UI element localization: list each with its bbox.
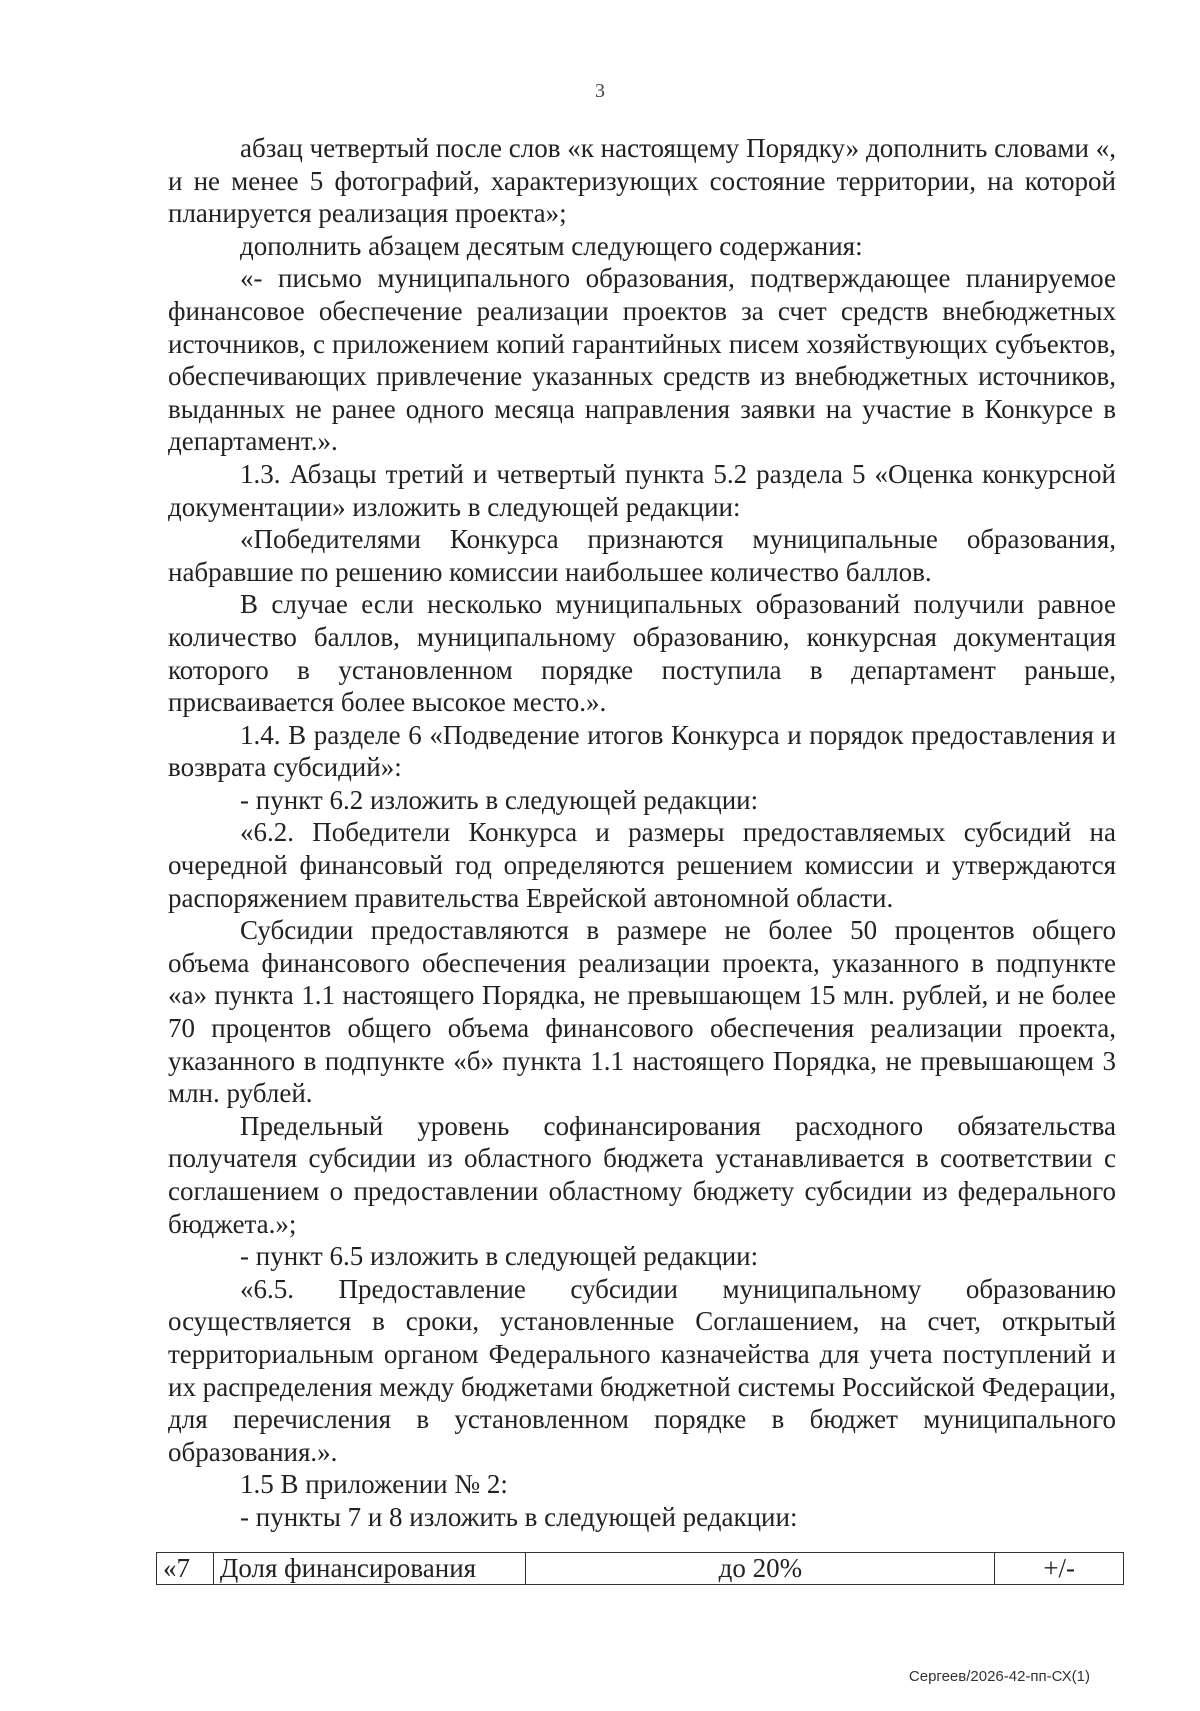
paragraph: «Победителями Конкурса признаются муниципальные образования, набравшие по решению комиссии наибольшее количество баллов. <box>168 524 1116 587</box>
paragraph: Предельный уровень софинансирования расходного обязательства получателя субсидии из областного бюджета устанавливается в соответствии с соглашением о предоставлении областному бюджету субсидии из федерального бюджета.»; <box>168 1110 1116 1239</box>
paragraph: дополнить абзацем десятым следующего содержания: <box>240 230 863 261</box>
paragraph: Субсидии предоставляются в размере не более 50 процентов общего объема финансового обеспечения реализации проекта, указанного в подпункте «а» пункта 1.1 настоящего Порядка, не превышающем 15 млн. рублей, и не более 70 процентов общего объема финансового обеспечения реализации проекта, указанного в подпункте «б» пункта 1.1 настоящего Порядка, не превышающем 3 млн. рублей. <box>168 915 1116 1109</box>
criterion-sign-cell: +/- <box>995 1553 1124 1585</box>
criterion-name-cell: Доля финансирования <box>213 1553 525 1585</box>
table-row <box>157 1553 1124 1585</box>
paragraph: абзац четвертый после слов «к настоящему Порядку» дополнить словами «, и не менее 5 фотографий, характеризующих состояние территории, на которой планируется реализация проекта»; <box>168 133 1116 229</box>
paragraph: 1.4. В разделе 6 «Подведение итогов Конкурса и порядок предоставления и возврата субсидий»: <box>168 719 1116 783</box>
criteria-table <box>156 1552 1124 1585</box>
paragraph: - пункт 6.5 изложить в следующей редакции: <box>240 1241 759 1272</box>
paragraph: 1.3. Абзацы третий и четвертый пункта 5.2 раздела 5 «Оценка конкурсной документации» изложить в следующей редакции: <box>168 458 1116 522</box>
paragraph: 1.5 В приложении № 2: <box>240 1469 508 1500</box>
document-code: Сергеев/2026-42-пп-СХ(1) <box>908 1668 1090 1685</box>
page-number: 3 <box>595 80 605 102</box>
paragraph: «6.2. Победители Конкурса и размеры предоставляемых субсидий на очередной финансовый год определяются решением комиссии и утверждаются распоряжением правительства Еврейской автономной области. <box>168 817 1116 913</box>
paragraph: - пункты 7 и 8 изложить в следующей редакции: <box>240 1501 798 1532</box>
paragraph: - пункт 6.2 изложить в следующей редакции: <box>240 784 759 815</box>
criterion-value-cell: до 20% <box>526 1553 995 1585</box>
paragraph: В случае если несколько муниципальных образований получили равное количество баллов, муниципальному образованию, конкурсная документация которого в установленном порядке поступила в департамент раньше, присваивается более высокое место.». <box>168 589 1116 718</box>
document-body <box>168 132 1116 1534</box>
paragraph: «6.5. Предоставление субсидии муниципальному образованию осуществляется в сроки, установленные Соглашением, на счет, открытый территориальным органом Федерального казначейства для учета поступлений и их распределения между бюджетами бюджетной системы Российской Федерации, для перечисления в установленном порядке в бюджет муниципального образования.». <box>168 1273 1116 1467</box>
criterion-number-cell: «7 <box>157 1553 214 1585</box>
paragraph: «- письмо муниципального образования, подтверждающее планируемое финансовое обеспечение реализации проектов за счет средств внебюджетных источников, с приложением копий гарантийных писем хозяйствующих субъектов, обеспечивающих привлечение указанных средств из внебюджетных источников, выданных не ранее одного месяца направления заявки на участие в Конкурсе в департамент.». <box>168 263 1116 457</box>
